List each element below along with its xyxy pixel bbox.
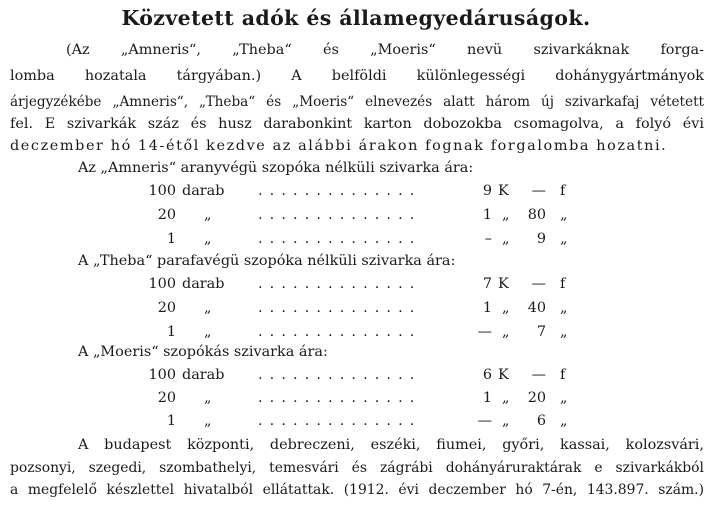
paragraph-line-1: (Az „Amneris“, „Theba“ és „Moeris“ nevü szivarkáknak forga-	[66, 42, 704, 58]
closing-line-1: A budapest központi, debreczeni, eszéki, fiumei, győri, kassai, kolozsvári,	[78, 437, 704, 453]
price-heading-moeris: A „Moeris“ szopókás szivarka ára:	[78, 344, 328, 360]
price-heading-theba: A „Theba“ parafavégü szopóka nélküli szivarka ára:	[78, 253, 456, 269]
closing-line-3: a megfelelő készlettel hivatalból ellátattak. (1912. évi deczember hó 7-én, 143.897. szám.)	[10, 482, 704, 498]
paragraph-line-2: lomba hozatala tárgyában.) A belföldi különlegességi dohánygyártmányok	[10, 68, 704, 84]
closing-line-2: pozsonyi, szegedi, szombathelyi, temesvári és zágrábi dohányáruraktárak e szivarkákból	[10, 460, 704, 476]
document-page: Közvetett adók és államegyedáruságok. (Az „Amneris“, „Theba“ és „Moeris“ nevü szivarkáknak forga- lomba hozatala tárgyában.) A belföldi különlegességi dohánygyártmányok árjegyzékébe „Amneris“, „Theba“ és „Moeris“ elnevezés alatt három új szivarkafaj vétetett fel. E szivarkák száz és husz darabonkint karton dobozokba csomagolva, a folyó évi deczember hó 14-étől kezdve az alábbi árakon fognak forgalomba hozatni. Az „Amneris“ aranyvégü szopóka nélküli szivarka ára: 100 darab .............. 9 K — f 20 „ .............. 1 „ 80 „ 1 „ .............. – „ 9 „ A „Theba“ parafavégü szopóka nélküli szivarka ára: 100 darab .............. 7 K — f 20 „ .............. 1 „ 40 „ 1 „ .............. — „ 7 „ A „Moeris“ szopókás szivarka ára: 100 darab .............. 6 K — f 20 „ .............. 1 „ 20 „ 1 „ .............. — „ 6 „ A budapest központi, debreczeni, eszéki, fiumei, győri, kassai, kolozsvári, pozsonyi, szegedi, szombathelyi, temesvári és zágrábi dohányáruraktárak e szivarkákból a megfelelő készlettel hivatalból ellátattak. (1912. évi deczember hó 7-én, 143.897. szám.)	[0, 0, 712, 505]
page-title: Közvetett adók és államegyedáruságok.	[121, 6, 591, 30]
paragraph-line-3: árjegyzékébe „Amneris“, „Theba“ és „Moeris“ elnevezés alatt három új szivarkafaj vétetett	[10, 94, 704, 110]
paragraph-line-5: deczember hó 14-étől kezdve az alábbi árakon fognak forgalomba hozatni.	[10, 138, 668, 154]
price-heading-amneris: Az „Amneris“ aranyvégü szopóka nélküli szivarka ára:	[78, 160, 474, 176]
paragraph-line-4: fel. E szivarkák száz és husz darabonkint karton dobozokba csomagolva, a folyó évi	[10, 116, 704, 132]
